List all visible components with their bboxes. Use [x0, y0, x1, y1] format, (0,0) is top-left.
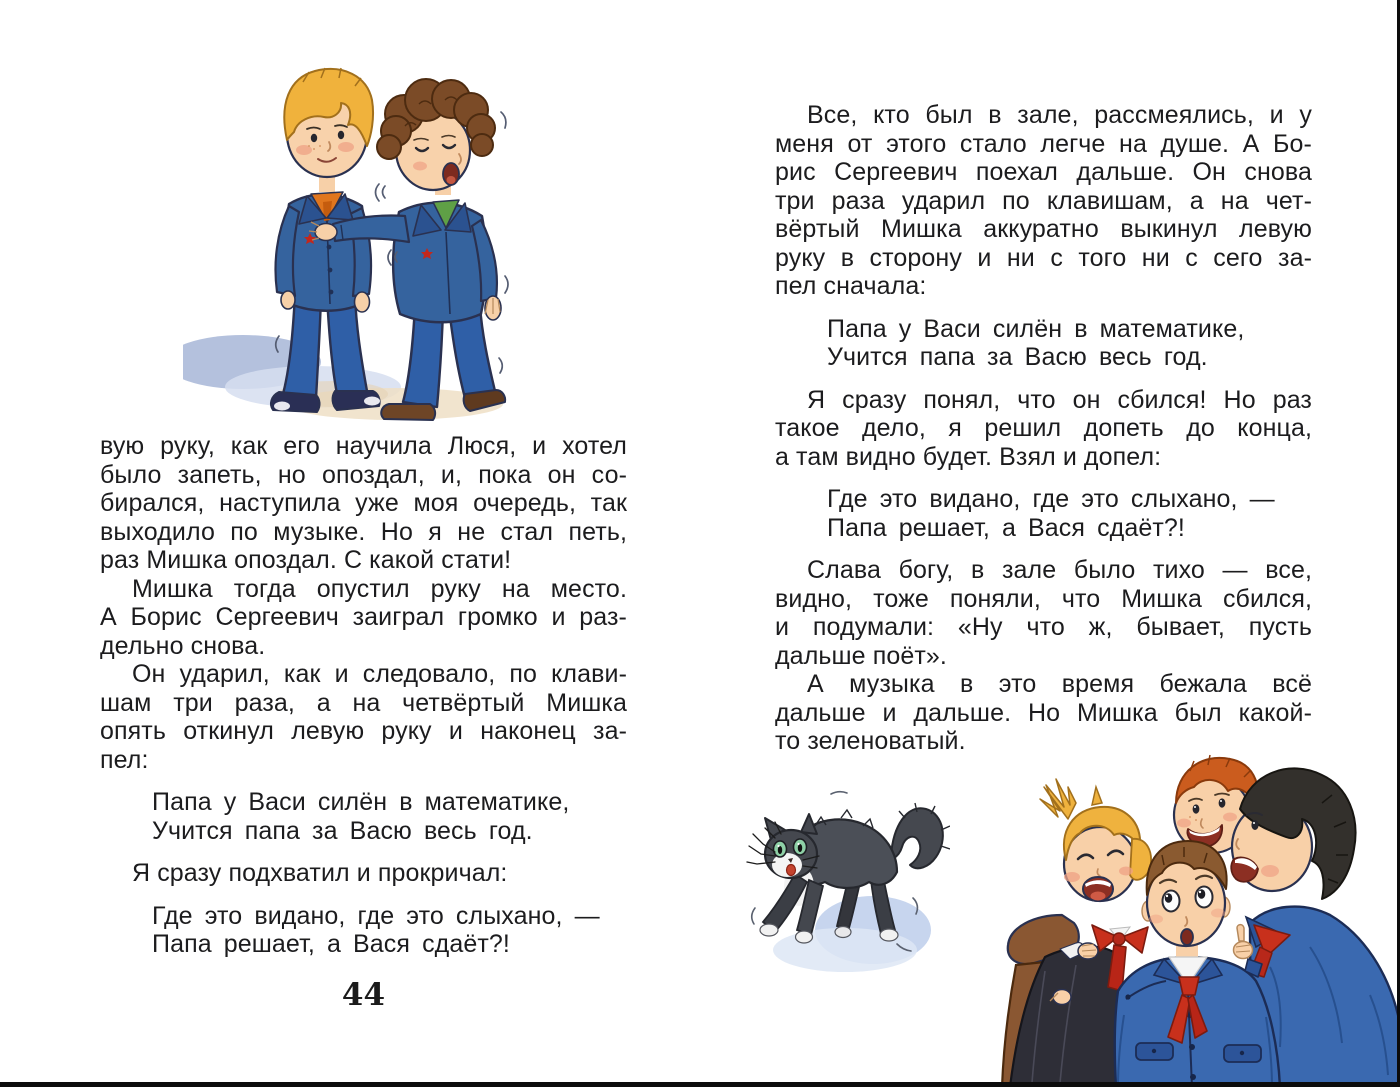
verse-line: Папа у Васи силён в математике,	[827, 314, 1245, 343]
verse-line: Папа решает, а Вася сдаёт?!	[152, 930, 510, 958]
verse-block	[152, 902, 627, 959]
text-line: Слава богу, в зале было тихо — все,	[807, 556, 1312, 584]
verse-block	[827, 485, 1312, 542]
right-text-column	[775, 101, 1312, 756]
text-line: дальше поёт».	[775, 641, 947, 670]
text-line: а там видно будет. Взял и допел:	[775, 442, 1162, 471]
text-line: три раза ударил по клавишам, а на чет-	[775, 186, 1312, 215]
text-line: было запеть, но опоздал, и, пока он со-	[100, 460, 627, 489]
verse-line: Папа решает, а Вася сдаёт?!	[827, 513, 1185, 542]
text-line: Я сразу подхватил и прокричал:	[132, 859, 508, 887]
text-line: шам три раза, а на четвёртый Мишка	[100, 688, 627, 717]
text-line: выходило по музыке. Но я не стал петь,	[100, 517, 627, 546]
verse-block	[827, 315, 1312, 372]
text-line: вёртый Мишка аккуратно выкинул левую	[775, 215, 1312, 243]
text-line: пел сначала:	[775, 272, 927, 300]
illustration-scared-cat	[745, 782, 950, 986]
verse-line: Где это видано, где это слыхано, —	[827, 485, 1275, 513]
illustration-two-boys	[183, 42, 571, 427]
verse-line: Папа у Васи силён в математике,	[152, 788, 570, 816]
text-line: Все, кто был в зале, рассмеялись, и у	[807, 101, 1312, 129]
text-line: дальше и дальше. Но Мишка был какой-	[775, 698, 1312, 727]
text-line: Он ударил, как и следовало, по клави-	[132, 660, 627, 688]
scan-edge-bottom	[0, 1082, 1400, 1087]
text-line: вую руку, как его научила Люся, и хотел	[100, 432, 627, 460]
verse-block	[152, 788, 627, 845]
text-line: Мишка тогда опустил руку на место.	[132, 574, 627, 603]
text-line: меня от этого стало легче на душе. А Бо-	[775, 129, 1312, 158]
verse-line: Где это видано, где это слыхано, —	[152, 901, 600, 930]
text-line: и подумали: «Ну что ж, бывает, пусть	[775, 613, 1312, 641]
text-line: то зеленоватый.	[775, 727, 966, 755]
text-line: бирался, наступила уже моя очередь, так	[100, 489, 627, 517]
illustration-children-group	[950, 747, 1400, 1087]
text-line: А Борис Сергеевич заиграл громко и раз-	[100, 603, 627, 631]
text-line: такое дело, я решил допеть до конца,	[775, 414, 1312, 442]
text-line: рис Сергеевич поехал дальше. Он снова	[775, 158, 1312, 186]
left-text-column	[100, 432, 627, 973]
verse-line: Учится папа за Васю весь год.	[827, 343, 1208, 371]
text-line: дельно снова.	[100, 631, 266, 660]
text-line: опять откинул левую руку и наконец за-	[100, 717, 627, 745]
text-line: А музыка в это время бежала всё	[807, 670, 1312, 698]
text-line: видно, тоже поняли, что Мишка сбился,	[775, 584, 1312, 613]
text-line: руку в сторону и ни с того ни с сего за-	[775, 243, 1312, 272]
text-line: раз Мишка опоздал. С какой стати!	[100, 546, 512, 574]
verse-line: Учится папа за Васю весь год.	[152, 816, 533, 845]
page-number: 44	[341, 977, 386, 1013]
text-line: пел:	[100, 745, 149, 774]
text-line: Я сразу понял, что он сбился! Но раз	[807, 385, 1312, 414]
